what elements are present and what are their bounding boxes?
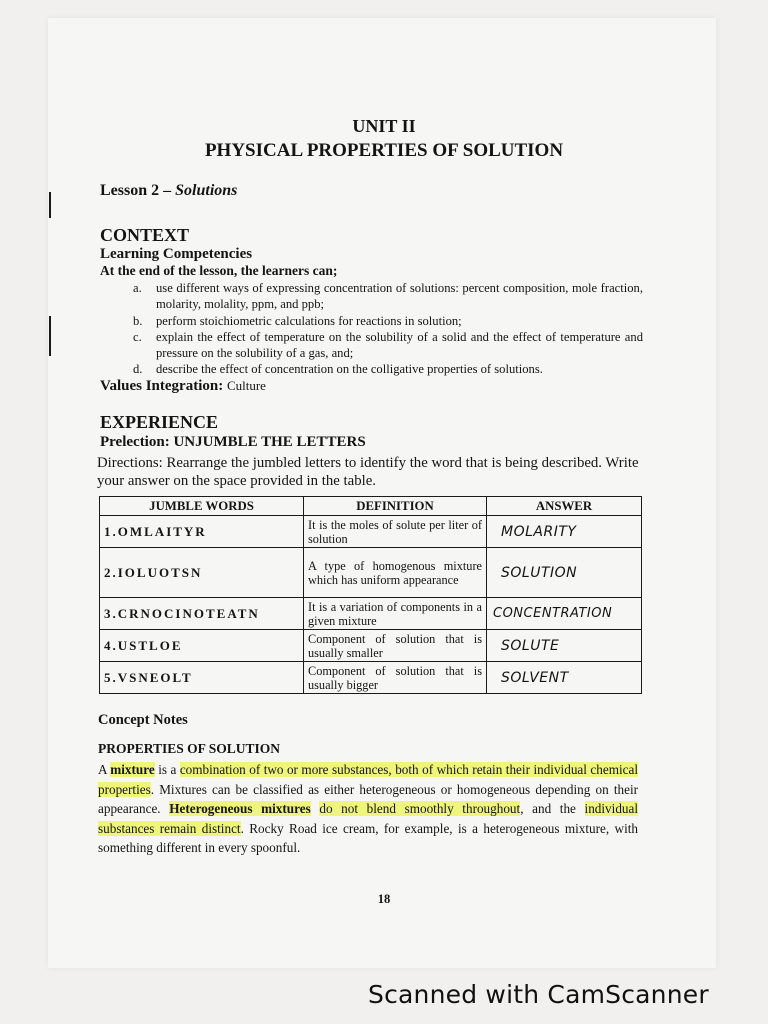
- competency-item-c: [133, 329, 643, 361]
- competencies-heading: Learning Competencies: [100, 246, 253, 262]
- text-run: A: [98, 762, 111, 777]
- item-letter: b.: [133, 314, 143, 328]
- values-label: Values Integration:: [100, 378, 224, 394]
- table-row: [100, 630, 642, 662]
- jumble-word: 4.USTLOE: [100, 630, 304, 662]
- page-number: 18: [377, 892, 391, 906]
- item-letter: c.: [133, 330, 142, 344]
- answer: CONCENTRATION: [487, 598, 642, 630]
- context-heading: CONTEXT: [100, 225, 190, 245]
- highlighted-phrase: combination of two or more substances, both of which retain their individual chemical properties: [98, 762, 639, 797]
- item-letter: d.: [133, 362, 143, 376]
- item-letter: a.: [133, 281, 142, 295]
- table-row: [100, 516, 642, 548]
- jumble-word: 3.CRNOCINOTEATN: [100, 598, 304, 630]
- highlighted-phrase: do not blend smoothly throughout: [319, 801, 521, 816]
- highlighted-term: mixture: [110, 762, 155, 777]
- lesson-title: [100, 182, 237, 200]
- competencies-intro: At the end of the lesson, the learners can;: [100, 263, 338, 278]
- definition: A type of homogenous mixture which has uniform appearance: [304, 548, 487, 598]
- table-header-row: [100, 497, 642, 516]
- text-run: , and the: [520, 801, 585, 816]
- concept-notes-heading: Concept Notes: [98, 712, 188, 728]
- unit-heading: UNIT II: [352, 116, 416, 136]
- jumble-word: 2.IOLUOTSN: [100, 548, 304, 598]
- table-row: [100, 598, 642, 630]
- text-run: is a: [154, 762, 180, 777]
- column-header: JUMBLE WORDS: [100, 497, 304, 516]
- text-run: . Rocky Road ice cream, for example, is a heterogeneous mixture, with something different in every spoonful.: [98, 820, 639, 855]
- competency-item-d: [133, 361, 643, 377]
- column-header: DEFINITION: [304, 497, 487, 516]
- jumble-table: [99, 496, 642, 694]
- column-header: ANSWER: [487, 497, 642, 516]
- directions-text: Directions: Rearrange the jumbled letters to identify the word that is being described. Write your answer on the space provided in the table.: [97, 455, 639, 489]
- lesson-name: Solutions: [175, 182, 238, 199]
- jumble-word: 1.OMLAITYR: [100, 516, 304, 548]
- text-run: . Mixtures can be classified as either heterogeneous or homogeneous depending on their appearance.: [98, 781, 638, 816]
- highlighted-term: Heterogeneous mixtures: [169, 801, 311, 816]
- competency-item-a: [133, 280, 643, 312]
- camscanner-watermark: Scanned with CamScanner: [368, 980, 709, 1009]
- margin-mark-lower: [49, 316, 51, 356]
- values-integration: [100, 378, 266, 395]
- definition: It is a variation of components in a given mixture: [304, 598, 487, 630]
- values-value: Culture: [226, 378, 266, 393]
- margin-mark-upper: [49, 192, 51, 218]
- definition: Component of solution that is usually smaller: [304, 630, 487, 662]
- table-row: [100, 662, 642, 694]
- answer: SOLUTE: [487, 630, 642, 662]
- item-text: explain the effect of temperature on the solubility of a solid and the effect of temperature and pressure on the solubility of a gas, and;: [156, 330, 643, 360]
- properties-heading: PROPERTIES OF SOLUTION: [98, 741, 281, 756]
- concept-paragraph: [98, 760, 638, 858]
- definition: Component of solution that is usually bigger: [304, 662, 487, 694]
- jumble-word: 5.VSNEOLT: [100, 662, 304, 694]
- answer: SOLUTION: [487, 548, 642, 598]
- definition: It is the moles of solute per liter of solution: [304, 516, 487, 548]
- competency-item-b: [133, 313, 643, 329]
- item-text: perform stoichiometric calculations for reactions in solution;: [156, 314, 462, 328]
- answer: SOLVENT: [487, 662, 642, 694]
- answer: MOLARITY: [487, 516, 642, 548]
- experience-heading: EXPERIENCE: [100, 412, 219, 432]
- item-text: use different ways of expressing concentration of solutions: percent composition, mole fraction, molarity, molality, ppm, and ppb;: [156, 281, 643, 311]
- lesson-prefix: Lesson 2 –: [100, 182, 176, 199]
- item-text: describe the effect of concentration on the colligative properties of solutions.: [156, 362, 543, 376]
- page-title: PHYSICAL PROPERTIES OF SOLUTION: [204, 140, 564, 161]
- highlighted-phrase: individual substances remain distinct: [98, 801, 639, 836]
- prelection-heading: Prelection: UNJUMBLE THE LETTERS: [100, 434, 366, 450]
- table-row: [100, 548, 642, 598]
